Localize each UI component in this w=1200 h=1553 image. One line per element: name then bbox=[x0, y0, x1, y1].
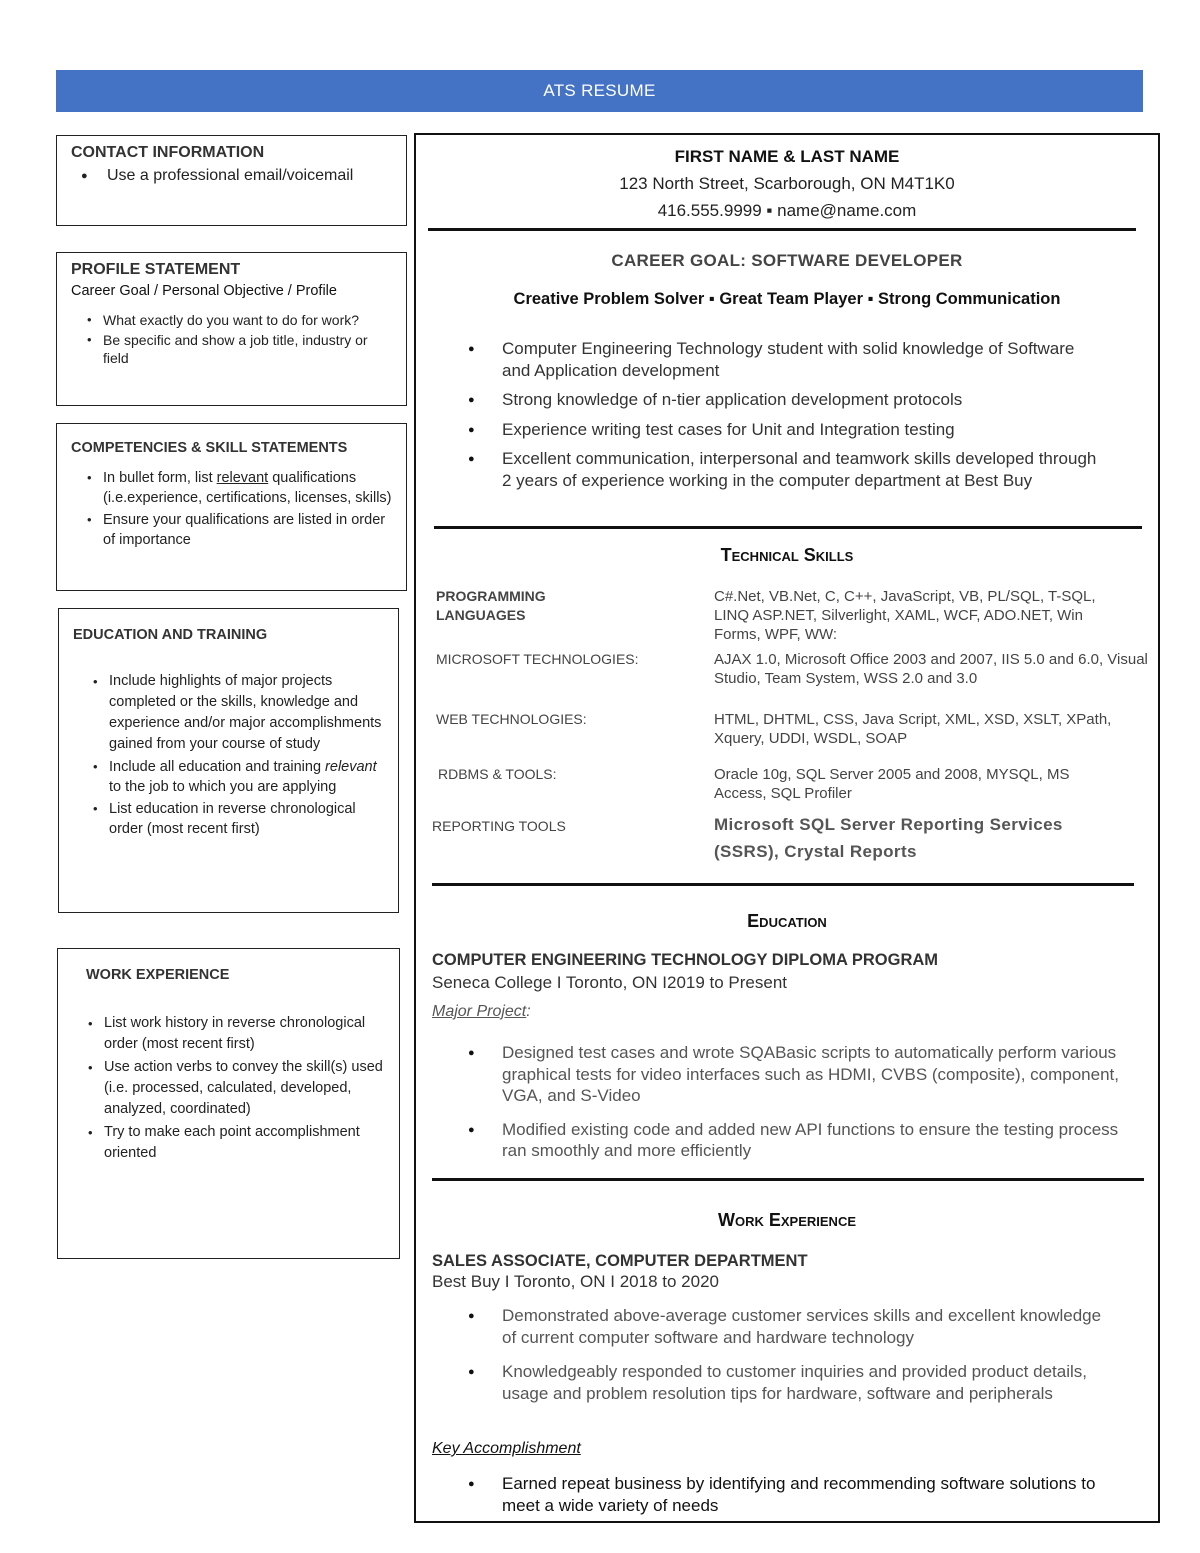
list-item: ● Earned repeat business by identifying and recommending software solutions to meet a wide variety of needs bbox=[502, 1473, 1122, 1516]
profile-statement-heading: PROFILE STATEMENT bbox=[71, 261, 241, 278]
school-line: Seneca College I Toronto, ON I2019 to Present bbox=[432, 973, 788, 992]
skill-label: MICROSOFT TECHNOLOGIES: bbox=[436, 651, 639, 667]
contact-info-heading: CONTACT INFORMATION bbox=[71, 144, 265, 161]
list-item: • List education in reverse chronological order (most recent first) bbox=[109, 799, 384, 839]
education-heading: Education bbox=[747, 911, 827, 931]
divider bbox=[432, 883, 1134, 886]
skill-label: PROGRAMMING LANGUAGES bbox=[436, 588, 546, 623]
list-item: ● Demonstrated above-average customer services skills and excellent knowledge of current computer software and hardware technology bbox=[502, 1305, 1102, 1348]
list-item: • Include highlights of major projects completed or the skills, knowledge and experience and/or major accomplishments gained from your course of study bbox=[109, 671, 384, 755]
skill-label: WEB TECHNOLOGIES: bbox=[436, 711, 587, 727]
education-text: Include all education and training bbox=[109, 759, 326, 775]
candidate-contact: 416.555.9999 ▪ name@name.com bbox=[657, 201, 917, 220]
career-goal: CAREER GOAL: SOFTWARE DEVELOPER bbox=[611, 251, 963, 270]
work-experience-heading: WORK EXPERIENCE bbox=[86, 967, 230, 983]
resume-panel bbox=[414, 133, 1160, 1523]
competencies-heading: COMPETENCIES & SKILL STATEMENTS bbox=[71, 440, 348, 456]
education-training-heading: EDUCATION AND TRAINING bbox=[73, 627, 268, 643]
technical-skills-heading: Technical Skills bbox=[720, 545, 854, 565]
relevant-italic: relevant bbox=[325, 759, 377, 775]
summary-list bbox=[502, 338, 1102, 499]
list-item bbox=[103, 468, 392, 508]
tagline: Creative Problem Solver ▪ Great Team Player ▪ Strong Communication bbox=[513, 290, 1061, 308]
list-item: ● Computer Engineering Technology student with solid knowledge of Software and Application development bbox=[502, 338, 1102, 381]
candidate-name: FIRST NAME & LAST NAME bbox=[674, 147, 900, 166]
contact-info-box bbox=[56, 135, 407, 226]
competencies-box bbox=[56, 423, 407, 591]
relevant-underlined: relevant bbox=[216, 470, 269, 486]
list-item: • Be specific and show a job title, industry or field bbox=[103, 331, 392, 367]
list-item: • What exactly do you want to do for work? bbox=[103, 311, 392, 329]
profile-statement-subtitle: Career Goal / Personal Objective / Profile bbox=[71, 283, 337, 299]
major-project-colon: : bbox=[526, 1003, 531, 1020]
skill-label: RDBMS & TOOLS: bbox=[438, 766, 557, 782]
list-item: ● Experience writing test cases for Unit and Integration testing bbox=[502, 419, 1102, 441]
list-item: • Try to make each point accomplishment oriented bbox=[104, 1122, 385, 1164]
major-project-text: Major Project bbox=[432, 1003, 527, 1020]
major-project-label bbox=[432, 1003, 531, 1021]
employer-line: Best Buy I Toronto, ON I 2018 to 2020 bbox=[432, 1272, 719, 1291]
key-accomplishment-list bbox=[502, 1473, 1122, 1524]
list-item: • Use action verbs to convey the skill(s) used (i.e. processed, calculated, developed, analyzed, coordinated) bbox=[104, 1057, 385, 1120]
skill-value: HTML, DHTML, CSS, Java Script, XML, XSD, XSLT, XPath, Xquery, UDDI, WSDL, SOAP bbox=[714, 711, 1112, 747]
competencies-text: In bullet form, list bbox=[103, 470, 217, 486]
list-item bbox=[109, 757, 384, 797]
list-item: • List work history in reverse chronological order (most recent first) bbox=[104, 1013, 385, 1055]
candidate-address: 123 North Street, Scarborough, ON M4T1K0 bbox=[619, 174, 955, 193]
divider bbox=[428, 228, 1136, 231]
divider bbox=[432, 1178, 1144, 1181]
education-text: to the job to which you are applying bbox=[109, 779, 337, 795]
key-accomplishment-label: Key Accomplishment bbox=[432, 1440, 581, 1457]
job-title: SALES ASSOCIATE, COMPUTER DEPARTMENT bbox=[432, 1252, 808, 1270]
list-item: ● Knowledgeably responded to customer inquiries and provided product details, usage and problem resolution tips for hardware, software and peripherals bbox=[502, 1361, 1102, 1404]
skill-label: REPORTING TOOLS bbox=[432, 818, 566, 834]
title-banner: ATS RESUME bbox=[56, 70, 1143, 112]
list-item: ● Use a professional email/voicemail bbox=[107, 166, 392, 186]
education-list bbox=[502, 1042, 1122, 1170]
list-item: ● Excellent communication, interpersonal and teamwork skills developed through 2 years of experience working in the computer department at Best Buy bbox=[502, 448, 1102, 491]
work-list bbox=[502, 1305, 1102, 1412]
divider bbox=[434, 526, 1142, 529]
work-experience-heading-main: Work Experience bbox=[717, 1210, 856, 1230]
list-item: ● Designed test cases and wrote SQABasic scripts to automatically perform various graphical tests for video interfaces such as HDMI, CVBS (composite), component, VGA, and S-Video bbox=[502, 1042, 1122, 1107]
program-title: COMPUTER ENGINEERING TECHNOLOGY DIPLOMA PROGRAM bbox=[432, 951, 939, 969]
work-experience-box bbox=[57, 948, 400, 1259]
competencies-text: qualifications (i.e.experience, certifications, licenses, skills) bbox=[103, 470, 392, 506]
education-training-box bbox=[58, 608, 399, 913]
skill-value: AJAX 1.0, Microsoft Office 2003 and 2007, IIS 5.0 and 6.0, Visual Studio, Team System, WSS 2.0 and 3.0 bbox=[714, 651, 1148, 687]
skill-value: C#.Net, VB.Net, C, C++, JavaScript, VB, PL/SQL, T-SQL, LINQ ASP.NET, Silverlight, XAML, WCF, ADO.NET, Win Forms, WPF, WW: bbox=[714, 588, 1096, 643]
list-item: • Ensure your qualifications are listed in order of importance bbox=[103, 510, 392, 550]
skill-value: Microsoft SQL Server Reporting Services (SSRS), Crystal Reports bbox=[714, 815, 1063, 861]
skill-value: Oracle 10g, SQL Server 2005 and 2008, MYSQL, MS Access, SQL Profiler bbox=[714, 766, 1070, 802]
profile-statement-box bbox=[56, 252, 407, 406]
list-item: ● Strong knowledge of n-tier application development protocols bbox=[502, 389, 1102, 411]
list-item: ● Modified existing code and added new API functions to ensure the testing process ran smoothly and more efficiently bbox=[502, 1119, 1122, 1162]
